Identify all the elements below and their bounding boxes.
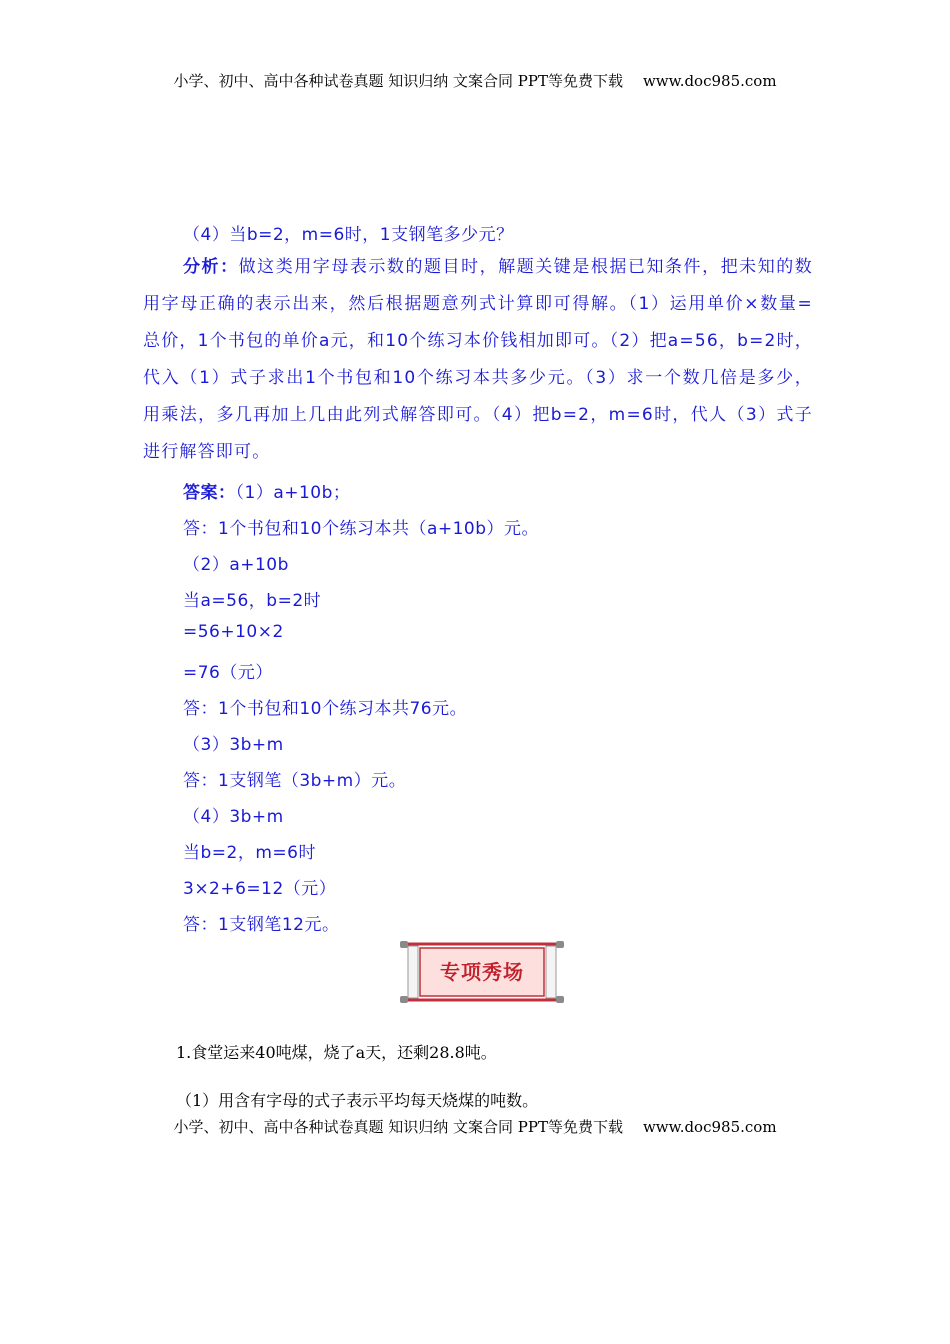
page-header-top bbox=[0, 70, 950, 91]
answer-line: 当a=56，b=2时 bbox=[183, 591, 322, 611]
answer-first-line bbox=[183, 478, 350, 503]
answer-line: （2）a+10b bbox=[183, 555, 289, 575]
exercise-question-1: 1.食堂运来40吨煤，烧了a天，还剩28.8吨。 bbox=[176, 1043, 497, 1062]
footer-text: 小学、初中、高中各种试卷真题 知识归纳 文案合同 PPT等免费下载 bbox=[173, 1118, 623, 1136]
analysis-label: 分析： bbox=[183, 257, 239, 277]
header-text: 小学、初中、高中各种试卷真题 知识归纳 文案合同 PPT等免费下载 bbox=[173, 72, 623, 90]
answer-line: 当b=2，m=6时 bbox=[183, 843, 316, 863]
answer-line: 答：1个书包和10个练习本共76元。 bbox=[183, 699, 468, 719]
answer-line: （3）3b+m bbox=[183, 735, 284, 755]
exercise-question-1-1: （1）用含有字母的式子表示平均每天烧煤的吨数。 bbox=[176, 1091, 539, 1110]
question-4: （4）当b=2，m=6时，1支钢笔多少元？ bbox=[183, 225, 514, 245]
page-header-bottom bbox=[0, 1116, 950, 1137]
answer-line: 答：1个书包和10个练习本共（a+10b）元。 bbox=[183, 519, 540, 539]
answer-line: （4）3b+m bbox=[183, 807, 284, 827]
section-banner bbox=[398, 940, 566, 1006]
analysis-text: 做这类用字母表示数的题目时，解题关键是根据已知条件，把未知的数用字母正确的表示出来，然后根据题意列式计算即可得解。（1）运用单价×数量=总价，1个书包的单价a元，和10个练习本价钱相加即可。（2）把a=56，b=2时，代入（1）式子求出1个书包和10个练习本共多少元。（3）求一个数几倍是多少，用乘法，多几再加上几由此列式解答即可。（4）把b=2，m=6时，代人（3）式子进行解答即可。 bbox=[143, 257, 813, 462]
footer-site: www.doc985.com bbox=[642, 1118, 777, 1136]
analysis-paragraph bbox=[143, 249, 813, 471]
answer-label: 答案： bbox=[183, 483, 236, 503]
answer-line: 答：1支钢笔（3b+m）元。 bbox=[183, 771, 407, 791]
header-site: www.doc985.com bbox=[642, 72, 777, 90]
answer-part-1: （1）a+10b； bbox=[235, 483, 351, 503]
answer-line: 答：1支钢笔12元。 bbox=[183, 915, 340, 935]
answer-line: =56+10×2 bbox=[183, 622, 284, 642]
answer-line: 3×2+6=12（元） bbox=[183, 879, 337, 899]
banner-title: 专项秀场 bbox=[440, 960, 524, 984]
answer-line: =76（元） bbox=[183, 663, 273, 683]
